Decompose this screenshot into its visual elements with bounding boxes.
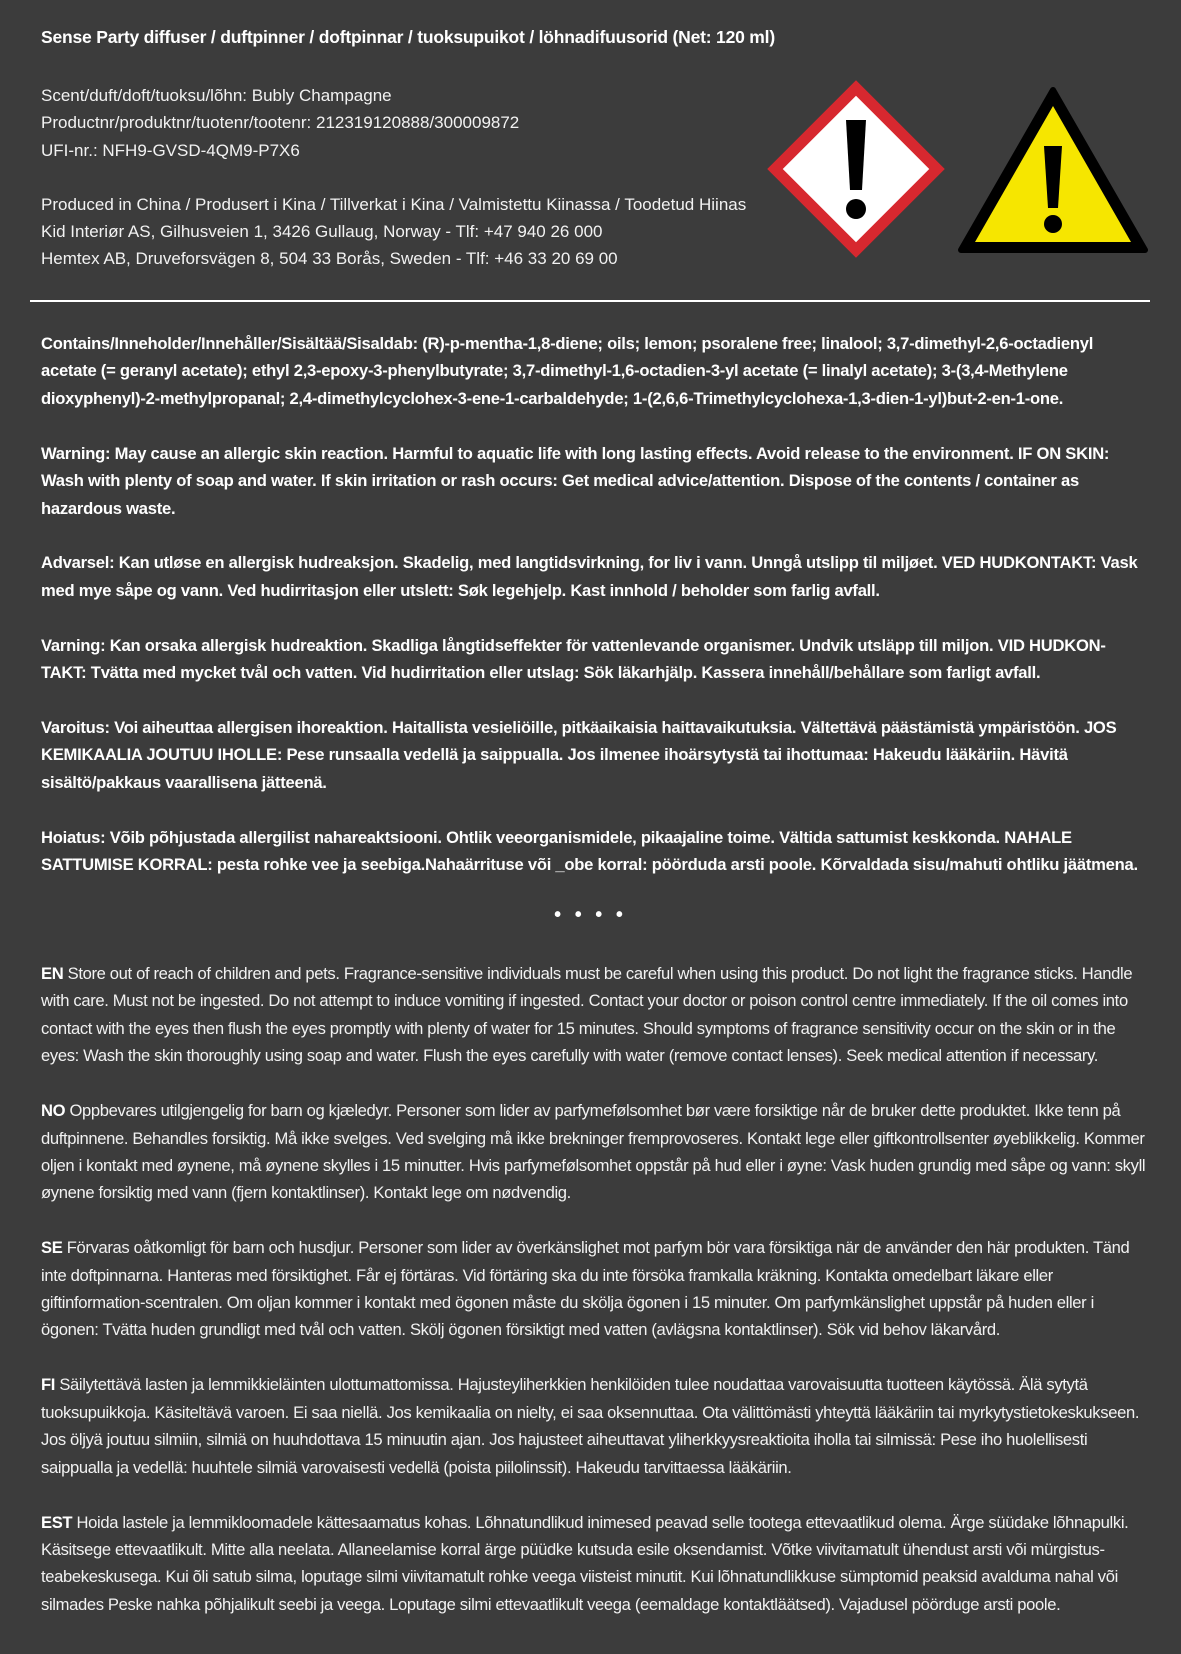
- produced-line: Produced in China / Produsert i Kina / Tillverkat i Kina / Valmistettu Kiinassa / Toodetud Hiinas: [41, 194, 747, 214]
- instruction-text: Oppbevares utilgjengelig for barn og kjæledyr. Personer som lider av parfymefølsomhet bør være forsiktige når de bruker dette produktet. Ikke tenn på duftpinnene. Behandles forsiktig. Må ikke svelges. Ved svelging må ikke brekninger fremprovoseres. Kontakt lege eller giftkontrollsenter øyeblikkelig. Kommer oljen i kontakt med øynene, må øynene skylles i 15 minutter. Hvis parfymefølsomhet oppstår på hud eller i øyne: Vask huden grundig med såpe og vann: skyll øynene forsiktig med vann (fjern kontaktlinser). Kontakt lege om nødvendig.: [41, 1101, 1146, 1203]
- safety-instructions: [41, 960, 1151, 1646]
- ufi-line: UFI-nr.: NFH9-GVSD-4QM9-P7X6: [41, 140, 300, 160]
- warning-en-paragraph: Warning: May cause an allergic skin reaction. Harmful to aquatic life with long lasting effects. Avoid release to the environment. IF ON SKIN: Wash with plenty of soap and water. If skin irritation or rash occurs: Get medical advice/attention. Dispose of the contents / container as hazardous waste.: [41, 443, 1110, 518]
- hemtex-address: Hemtex AB, Druveforsvägen 8, 504 33 Borås, Sweden - Tlf: +46 33 20 69 00: [41, 249, 618, 269]
- instruction-en: [41, 960, 1151, 1070]
- product-info: [41, 82, 747, 273]
- instruction-text: Säilytettävä lasten ja lemmikkieläinten ulottumattomissa. Hajusteyliherkkien henkilöiden tulee noudattaa varovaisuutta tuotteen käytössä. Älä sytytä tuoksupuikkoja. Käsiteltävä varoen. Ei saa niellä. Jos kemikaalia on nielty, ei saa oksennuttaa. Ota välittömästi yhteyttä lääkäriin tai myrkytystietokeskukseen. Jos öljyä joutuu silmiin, silmiä on huuhdottava 15 minuutin ajan. Jos hajusteet aiheuttavat yliherkkyysreaktioita iholla tai silmissä: Pese iho huolellisesti saippualla ja vedellä: huuhtele silmiä varovaisesti vedellä (poista piilolinssit). Hakeudu tarvittaessa lääkäriin.: [41, 1375, 1140, 1477]
- language-code: EN: [41, 964, 64, 983]
- warning-se-paragraph: Varning: Kan orsaka allergisk hudreaktion. Skadliga långtidseffekter för vattenlevande organismer. Undvik utsläpp till miljon. VID HUDKON-TAKT: Tvätta med mycket tvål och vatten. Vid hudirritation eller utslag: Sök läkarhjälp. Kassera innehåll/behållare som farligt avfall.: [41, 635, 1106, 683]
- instruction-est: [41, 1509, 1151, 1619]
- dot-separator: • • • •: [554, 904, 627, 926]
- spacer: [41, 164, 741, 191]
- language-code: FI: [41, 1375, 56, 1395]
- language-code: EST: [41, 1512, 73, 1532]
- instruction-se: [41, 1234, 1151, 1344]
- instruction-text: Hoida lastele ja lemmikloomadele kättesaamatus kohas. Lõhnatundlikud inimesed peavad selle tootega ettevaatlikud olema. Ärge süüdake lõhnapulki. Käsitsege ettevaatlikult. Mitte alla neelata. Allaneelamise korral ärge püüdke kutsuda esile oksendamist. Võtke viivitamatult ühendust arsti või mürgistus-teabekeskusega. Kui õli satub silma, loputage silmi viivitamatult rohke veega viisteist minutit. Kui lõhnatundlikkuse sümptomid peaksid avalduma nahal või silmades Peske nahka põhjalikult seebi ja veega. Loputage silmi ettevaatlikult veega (eemaldage kontaktläätsed). Vajadusel pöörduge arsti poole.: [41, 1512, 1129, 1614]
- product-number-line: Productnr/produktnr/tuotenr/tootenr: 212319120888/300009872: [41, 113, 520, 133]
- product-title: Sense Party diffuser / duftpinner / doftpinnar / tuoksupuikot / löhnadifuusorid (Net: 120 ml): [41, 27, 775, 47]
- instruction-fi: [41, 1371, 1151, 1481]
- scent-line: Scent/duft/doft/tuoksu/lõhn: Bubly Champagne: [41, 86, 392, 105]
- exclamation-mark-ghs-icon: [765, 78, 947, 260]
- kid-interior-address: Kid Interiør AS, Gilhusveien 1, 3426 Gullaug, Norway - Tlf: +47 940 26 000: [41, 222, 603, 242]
- language-code: SE: [41, 1238, 63, 1258]
- instruction-no: [41, 1097, 1151, 1207]
- divider: [30, 300, 1150, 302]
- warning-no-paragraph: Advarsel: Kan utløse en allergisk hudreaksjon. Skadelig, med langtidsvirkning, for liv i vann. Unngå utslipp til miljøet. VED HUDKONTAKT: Vask med mye såpe og vann. Ved hudirritasjon eller utslett: Søk legehjelp. Kast innhold / beholder som farlig avfall.: [41, 553, 1138, 600]
- language-code: NO: [41, 1101, 66, 1121]
- warning-triangle-icon: [955, 84, 1151, 256]
- instruction-text: Store out of reach of children and pets. Fragrance-sensitive individuals must be careful when using this product. Do not light the fragrance sticks. Handle with care. Must not be ingested. Do not attempt to induce vomiting if ingested. Contact your doctor or poison control centre immediately. If the oil comes into contact with the eyes then flush the eyes promptly with plenty of water for 15 minutes. Should symptoms of fragrance sensitivity occur on the skin or in the eyes: Wash the skin thoroughly using soap and water. Flush the eyes carefully with water (remove contact lenses). Seek medical attention if necessary.: [41, 964, 1133, 1066]
- instruction-text: Förvaras oåtkomligt för barn och husdjur. Personer som lider av överkänslighet mot parfym bör vara försiktiga när de använder den här produkten. Tänd inte doftpinnarna. Hanteras med försiktighet. Får ej förtäras. Vid förtäring ska du inte försöka framkalla kräkning. Kontakta omedelbart läkare eller giftinformation-scentralen. Om oljan kommer i kontakt med ögonen måste du skölja ögonen i 15 minuter. Om parfymkänslighet uppstår på huden eller i ögonen: Tvätta huden grundligt med tvål och vatten. Skölj ögonen försiktigt med vatten (avlägsna kontaktlinser). Sök vid behov läkarvård.: [41, 1238, 1130, 1340]
- contains-paragraph: Contains/Inneholder/Innehåller/Sisältää/Sisaldab: (R)-p-mentha-1,8-diene; oils; lemon; psoralene free; linalool; 3,7-dimethyl-2,6-octadienyl acetate (= geranyl acetate); ethyl 2,3-epoxy-3-phenylbutyrate; 3,7-dimethyl-1,6-octadien-3-yl acetate (= linalyl acetate); 3-(3,4-Methylene dioxyphenyl)-2-methylpropanal; 2,4-dimethylcyclohex-3-ene-1-carbaldehyde; 1-(2,6,6-Trimethylcyclohexa-1,3-dien-1-yl)but-2-en-1-one.: [41, 334, 1094, 408]
- warning-fi-paragraph: Varoitus: Voi aiheuttaa allergisen ihoreaktion. Haitallista vesieliöille, pitkäaikaisia haittavaikutuksia. Vältettävä päästämistä ympäristöön. JOS KEMIKAALIA JOUTUU IHOLLE: Pese runsaalla vedellä ja saippualla. Jos ilmenee ihoärsytystä tai ihottumaa: Hakeudu lääkäriin. Hävitä sisältö/pakkaus vaarallisena jätteenä.: [41, 718, 1117, 792]
- hazard-statements: [41, 330, 1151, 906]
- warning-est-paragraph: Hoiatus: Võib põhjustada allergilist nahareaktsiooni. Ohtlik veeorganismidele, pikaajaline toime. Vältida sattumist keskkonda. NAHALE SATTUMISE KORRAL: pesta rohke vee ja seebiga.Nahaärrituse või _obe korral: pöörduda arsti poole. Kõrvaldada sisu/mahuti ohtliku jäätmena.: [41, 827, 1138, 875]
